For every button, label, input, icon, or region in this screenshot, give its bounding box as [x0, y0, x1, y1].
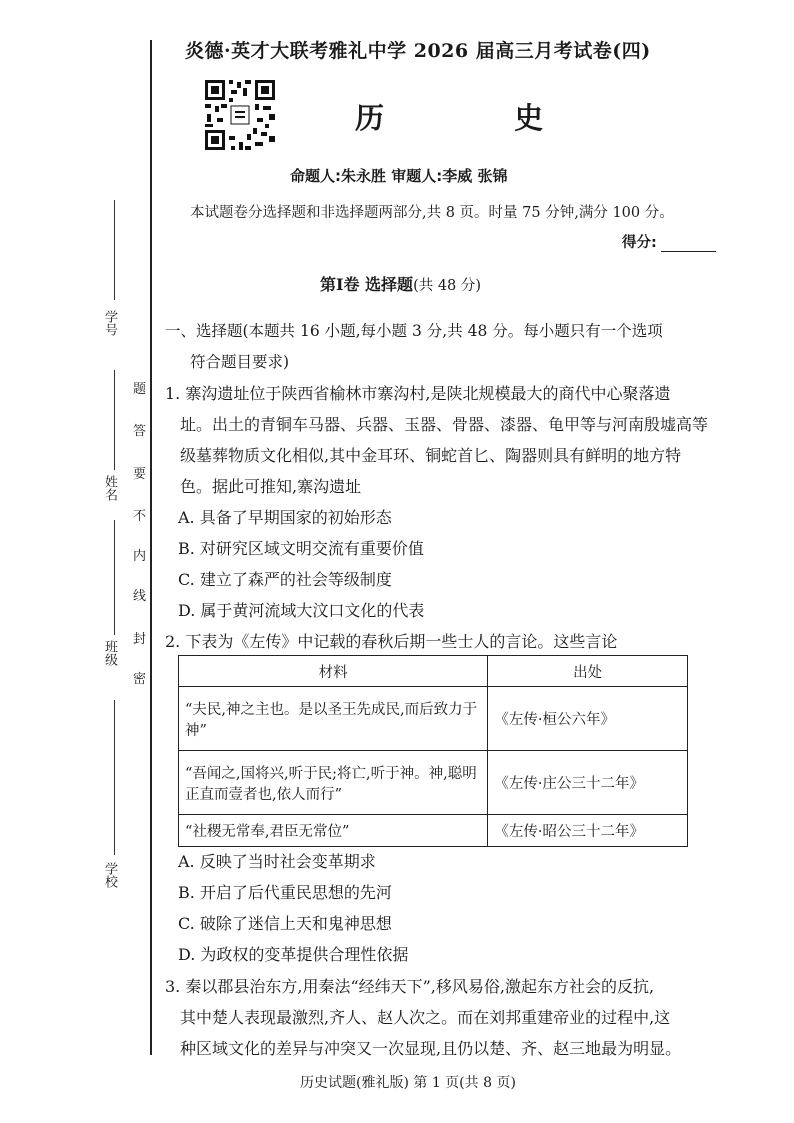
- question-1-option-a[interactable]: A. 具备了早期国家的初始形态: [178, 508, 392, 527]
- table-header-material: 材料: [179, 656, 488, 687]
- side-blank-class[interactable]: [114, 520, 115, 635]
- subject-title: 历 史: [355, 101, 604, 135]
- page-footer: 历史试题(雅礼版) 第 1 页(共 8 页): [300, 1075, 516, 1091]
- exam-title: 炎德·英才大联考雅礼中学 2026 届高三月考试卷(四): [185, 40, 651, 62]
- question-2-option-c[interactable]: C. 破除了迷信上天和鬼神思想: [178, 914, 392, 933]
- question-1-option-b[interactable]: B. 对研究区域文明交流有重要价值: [178, 539, 424, 558]
- question-1-stem: 级墓葬物质文化相似,其中金耳环、铜蛇首匕、陶器则具有鲜明的地方特: [180, 446, 682, 465]
- part-heading: 一、选择题(本题共 16 小题,每小题 3 分,共 48 分。每小题只有一个选项: [165, 322, 663, 340]
- question-3-stem: 3. 秦以郡县治东方,用秦法“经纬天下”,移风易俗,激起东方社会的反抗,: [165, 977, 655, 996]
- question-3-stem: 种区域文化的差异与冲突又一次显现,且仍以楚、齐、赵三地最为明显。: [180, 1039, 682, 1058]
- question-1-option-d[interactable]: D. 属于黄河流域大汶口文化的代表: [178, 601, 425, 620]
- score-label: 得分:: [622, 235, 657, 251]
- table-cell-source: 《左传·庄公三十二年》: [488, 751, 688, 815]
- seal-char: 答: [133, 424, 147, 439]
- question-2-option-b[interactable]: B. 开启了后代重民思想的先河: [178, 883, 392, 902]
- section-title: [320, 272, 481, 295]
- side-label-school: 学校: [102, 862, 117, 888]
- question-2-stem: 2. 下表为《左传》中记载的春秋后期一些士人的言论。这些言论: [165, 632, 618, 651]
- seal-char: 不: [133, 509, 147, 524]
- side-blank-number[interactable]: [114, 200, 115, 300]
- table-cell-material: “夫民,神之主也。是以圣王先成民,而后致力于神”: [179, 687, 488, 751]
- table-cell-material: “社稷无常奉,君臣无常位”: [179, 815, 488, 847]
- section-note: (共 48 分): [413, 278, 482, 294]
- authors-line: 命题人:朱永胜 审题人:李威 张锦: [290, 167, 508, 185]
- score-field[interactable]: [622, 231, 716, 252]
- exam-instruction: 本试题卷分选择题和非选择题两部分,共 8 页。时量 75 分钟,满分 100 分。: [190, 205, 674, 221]
- question-2-option-a[interactable]: A. 反映了当时社会变革期求: [178, 852, 376, 871]
- seal-char: 封: [133, 632, 147, 647]
- source-table: [178, 655, 688, 847]
- table-cell-source: 《左传·昭公三十二年》: [488, 815, 688, 847]
- question-1-stem: 1. 寨沟遗址位于陕西省榆林市寨沟村,是陕北规模最大的商代中心聚落遗: [165, 384, 671, 403]
- section-title-text: 第Ⅰ卷 选择题: [320, 275, 414, 294]
- question-1-stem: 色。据此可推知,寨沟遗址: [180, 477, 362, 496]
- question-1-stem: 址。出土的青铜车马器、兵器、玉器、骨器、漆器、龟甲等与河南殷墟高等: [180, 415, 709, 434]
- side-blank-name[interactable]: [114, 370, 115, 470]
- side-label-number: 学号: [102, 310, 117, 336]
- side-blank-school[interactable]: [114, 700, 115, 855]
- question-1-option-c[interactable]: C. 建立了森严的社会等级制度: [178, 570, 392, 589]
- part-heading-cont: 符合题目要求): [190, 353, 290, 371]
- seal-char: 题: [133, 382, 147, 397]
- question-3-stem: 其中楚人表现最激烈,齐人、赵人次之。而在刘邦重建帝业的过程中,这: [180, 1008, 671, 1027]
- table-cell-material: “吾闻之,国将兴,听于民;将亡,听于神。神,聪明正直而壹者也,依人而行”: [179, 751, 488, 815]
- side-label-class: 班级: [102, 640, 117, 666]
- question-2-option-d[interactable]: D. 为政权的变革提供合理性依据: [178, 945, 409, 964]
- table-cell-source: 《左传·桓公六年》: [488, 687, 688, 751]
- seal-char: 密: [133, 672, 147, 687]
- qr-code-icon[interactable]: [203, 78, 277, 152]
- side-label-name: 姓名: [102, 475, 117, 501]
- seal-char: 线: [133, 589, 147, 604]
- table-header-source: 出处: [488, 656, 688, 687]
- binding-line: [150, 40, 152, 1055]
- seal-char: 内: [133, 549, 147, 564]
- seal-char: 要: [133, 467, 147, 482]
- score-blank[interactable]: [661, 237, 716, 252]
